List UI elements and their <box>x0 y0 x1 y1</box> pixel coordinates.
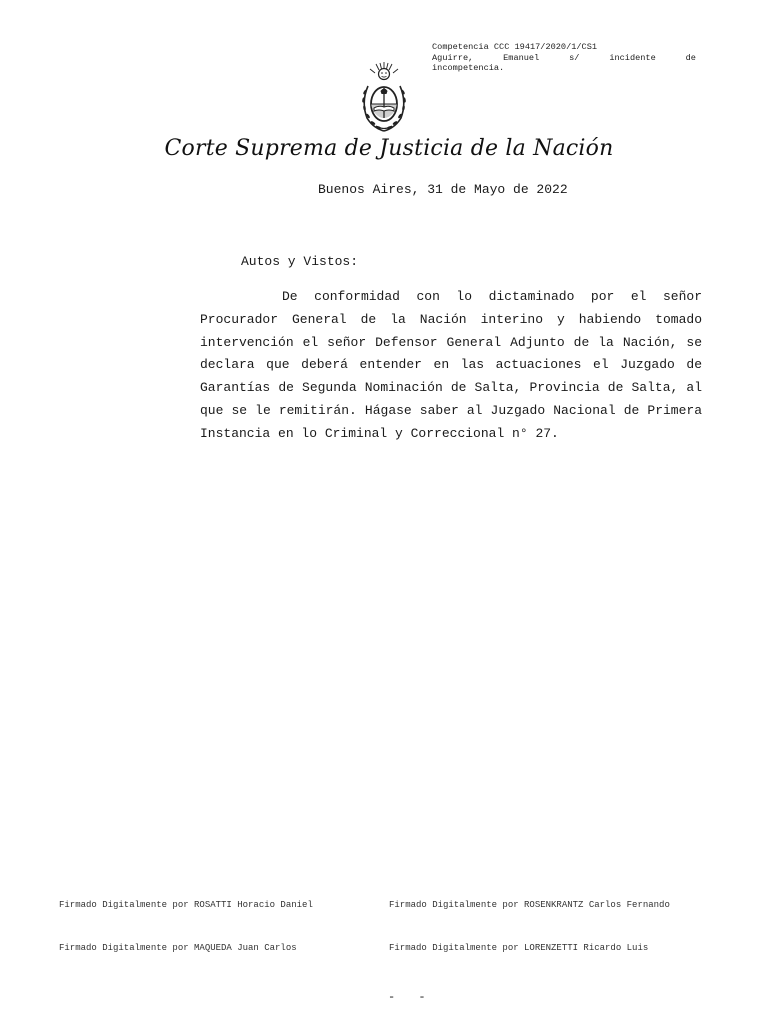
case-title-word: Aguirre, <box>432 52 474 63</box>
document-date: Buenos Aires, 31 de Mayo de 2022 <box>318 182 568 197</box>
case-title-line <box>432 53 696 64</box>
signature-line: Firmado Digitalmente por MAQUEDA Juan Carlos <box>59 943 297 953</box>
case-number: Competencia CCC 19417/2020/1/CS1 <box>432 42 598 52</box>
case-title-word: Emanuel <box>503 52 540 63</box>
court-name: Corte Suprema de Justicia de la Nación <box>164 136 614 161</box>
case-title-word: incidente <box>609 52 656 63</box>
case-reference <box>432 42 696 74</box>
page-marker: - - <box>388 990 434 1004</box>
case-title-end: incompetencia. <box>432 63 505 73</box>
document-heading: Autos y Vistos: <box>241 254 359 269</box>
signature-line: Firmado Digitalmente por ROSATTI Horacio Daniel <box>59 900 313 910</box>
case-title-word: de <box>685 52 696 63</box>
document-body: De conformidad con lo dictaminado por el señor Procurador General de la Nación interino y habiendo tomado intervención el señor Defensor General Adjunto de la Nación, se declara que deberá entender en las actuaciones el Juzgado de Garantías de Segunda Nominación de Salta, Provincia de Salta, al que se le remitirán. Hágase saber al Juzgado Nacional de Primera Instancia en lo Criminal y Correccional n° 27. <box>200 289 702 441</box>
signature-line: Firmado Digitalmente por LORENZETTI Ricardo Luis <box>389 943 649 953</box>
signature-line: Firmado Digitalmente por ROSENKRANTZ Carlos Fernando <box>389 900 670 910</box>
coat-of-arms-argentina-icon <box>358 60 410 134</box>
case-title-word: s/ <box>569 52 580 63</box>
